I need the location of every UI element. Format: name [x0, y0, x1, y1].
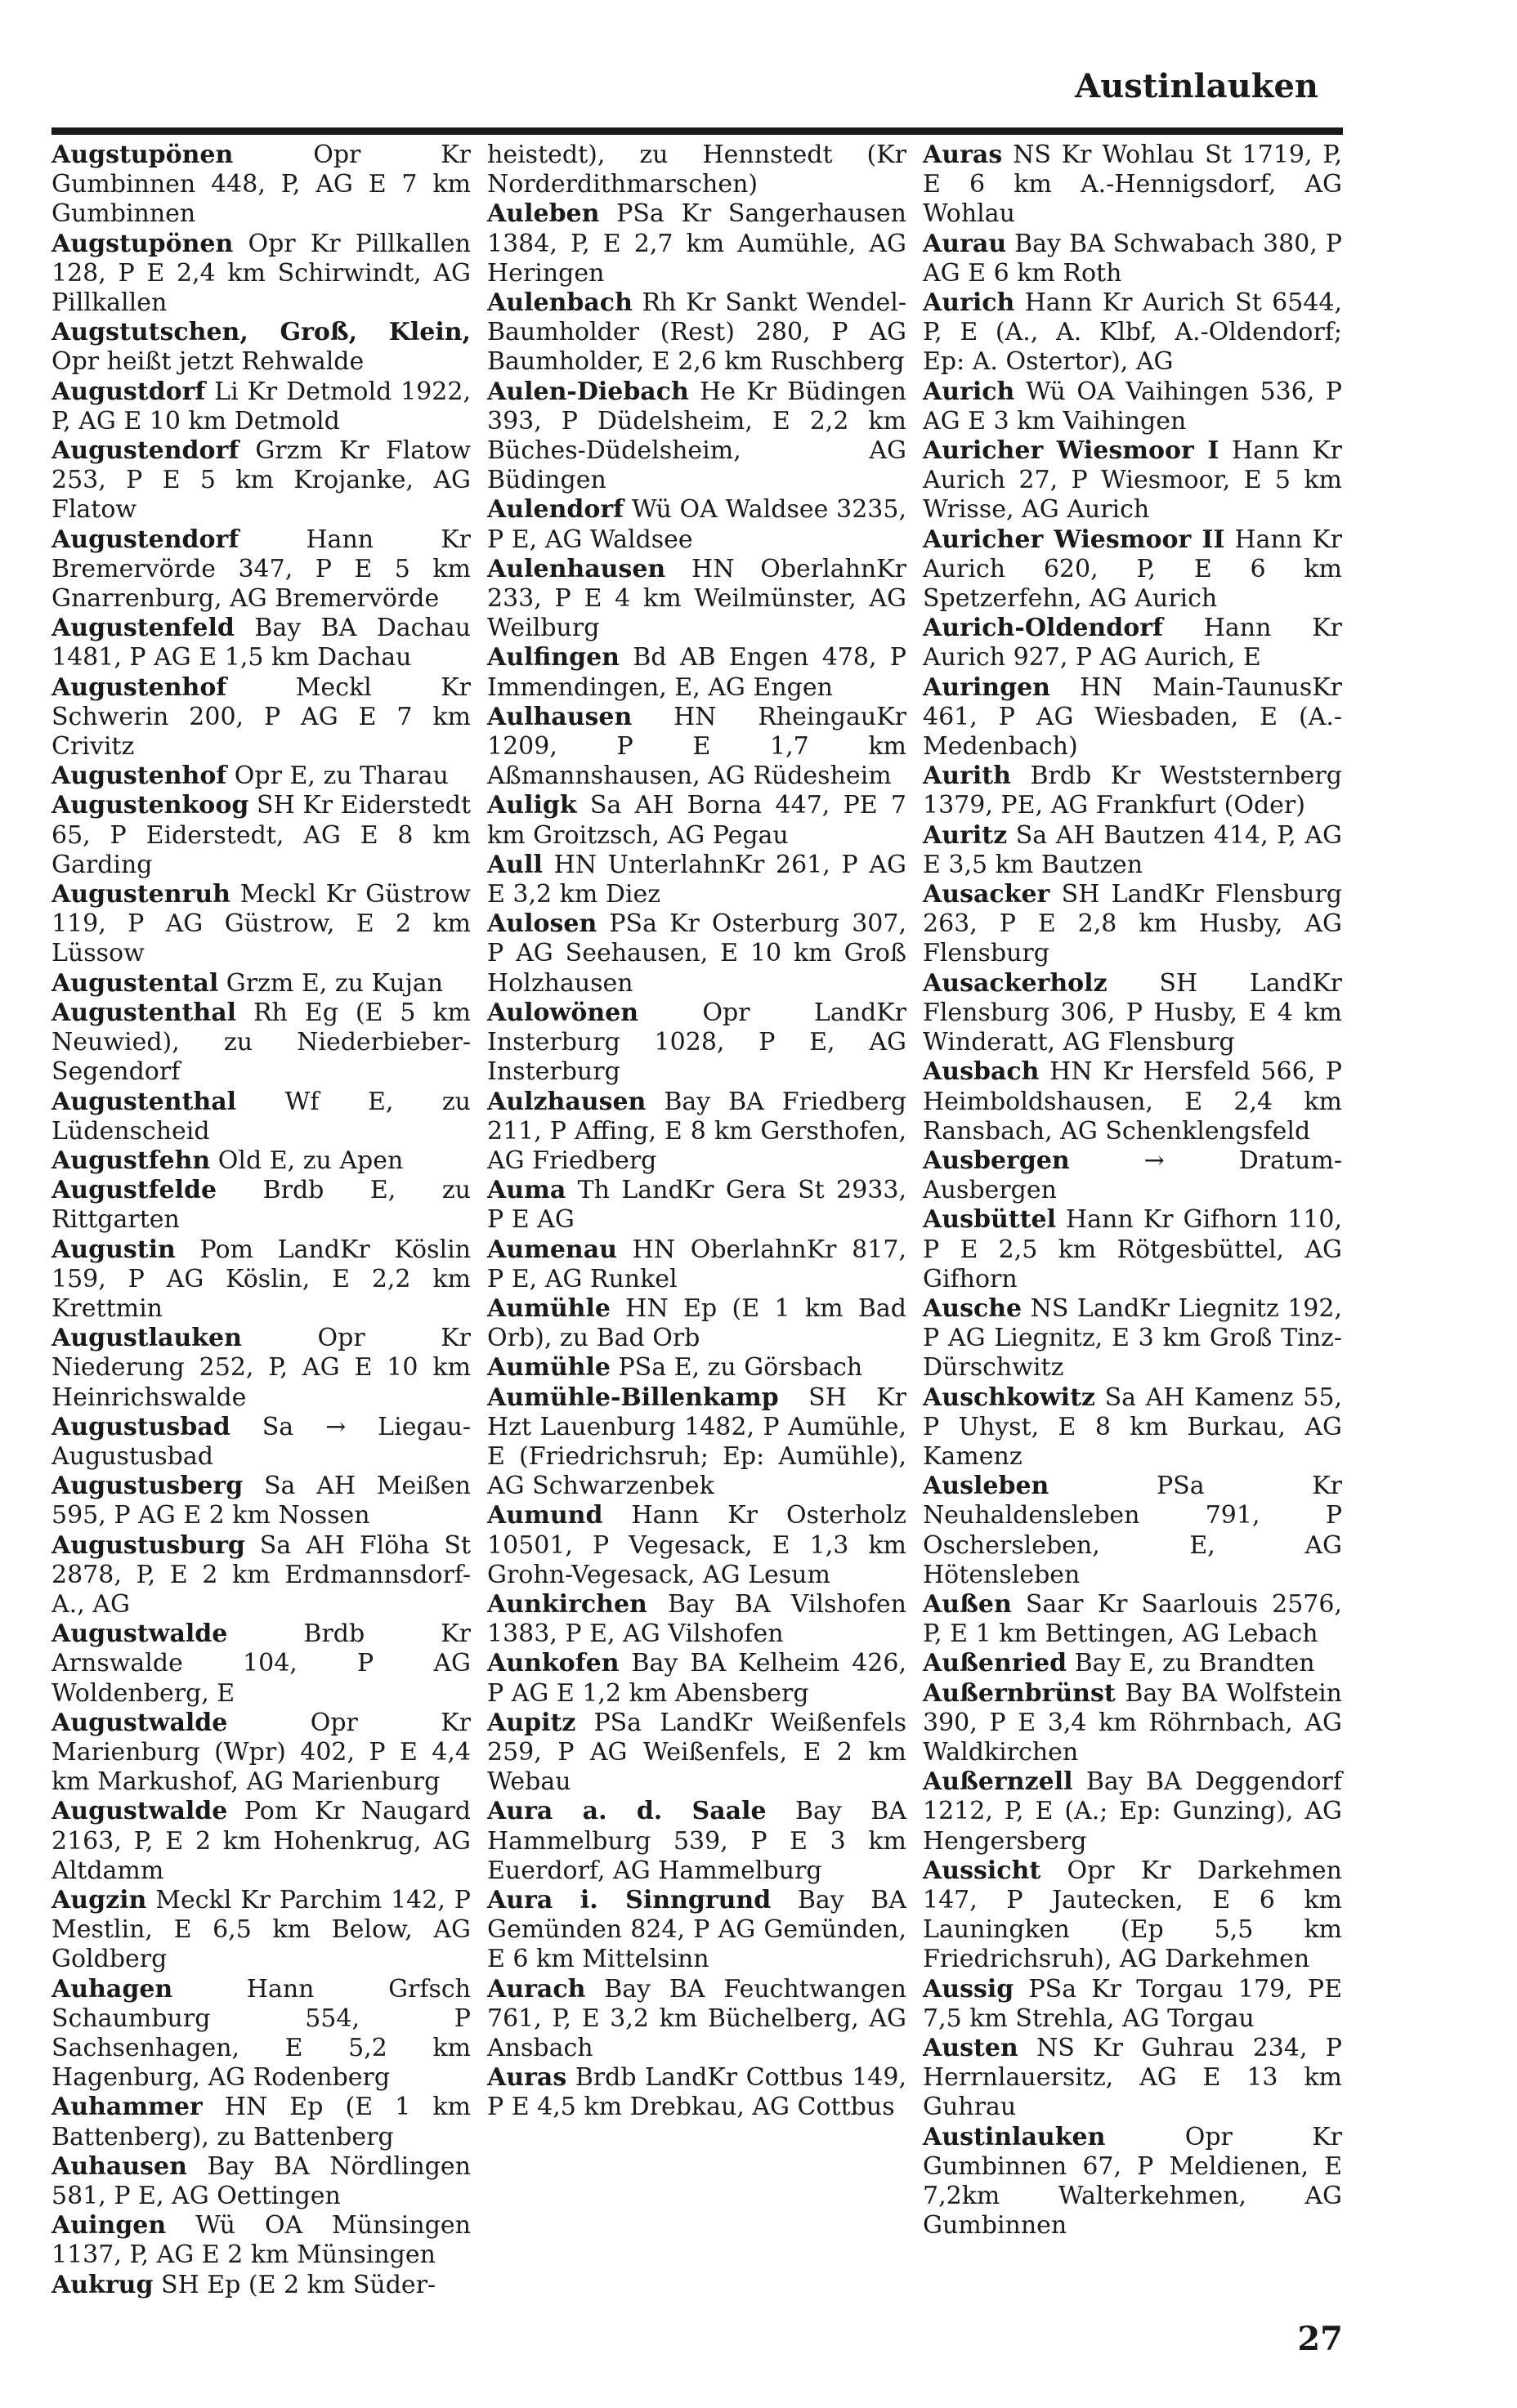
entry-details: Opr LandKr Insterburg 1028, P E, AG Insterburg [487, 998, 906, 1087]
entry-place-name: Auingen [51, 2211, 167, 2240]
entry-details: Old E, zu Apen [217, 1146, 404, 1175]
entry-details: SH Kr Hzt Lauenburg 1482, P Aumühle, E (Friedrichsruh; Ep: Aumühle), AG Schwarzenbek [487, 1383, 906, 1501]
gazetteer-entry [923, 821, 1342, 880]
gazetteer-entry [923, 1057, 1342, 1146]
entry-details: Bay BA Dachau 1481, P AG E 1,5 km Dachau [51, 614, 471, 672]
gazetteer-entry [51, 1413, 471, 1472]
entry-place-name: Aurach [487, 1974, 586, 2004]
running-head: Austinlauken [1075, 67, 1318, 105]
entry-details: Sa → Liegau-Augustusbad [51, 1412, 471, 1471]
entry-details: Rh Eg (E 5 km Neuwied), zu Niederbieber-Segendorf [51, 998, 471, 1087]
gazetteer-entry [923, 1590, 1342, 1649]
entry-details: Meckl Kr Schwerin 200, P AG E 7 km Crivitz [51, 672, 471, 762]
gazetteer-entry [923, 880, 1342, 969]
entry-place-name: Augstupönen [51, 141, 234, 169]
gazetteer-entry [51, 525, 471, 614]
entry-details: PSa Kr Neuhaldensleben 791, P Oschersleben, E, AG Hötensleben [923, 1472, 1342, 1589]
entry-details: HN Kr Hersfeld 566, P Heimboldshausen, E 2,4 km Ransbach, AG Schenklengsfeld [923, 1057, 1342, 1146]
gazetteer-entry [51, 2093, 471, 2151]
gazetteer-entry [923, 1856, 1342, 1975]
gazetteer-entry [51, 880, 471, 969]
gazetteer-entry [51, 1886, 471, 1975]
entry-place-name: Außernbrünst [923, 1678, 1116, 1708]
entry-details: Brdb LandKr Cottbus 149, P E 4,5 km Drebkau, AG Cottbus [487, 2063, 906, 2122]
entry-details: HN UnterlahnKr 261, P AG E 3,2 km Diez [487, 850, 906, 909]
gazetteer-entry [487, 791, 906, 850]
gazetteer-entry [51, 1619, 471, 1709]
gazetteer-entry [487, 1088, 906, 1177]
gazetteer-entry [51, 318, 471, 377]
page-number: 27 [1297, 2319, 1343, 2358]
entry-place-name: Aumühle [487, 1353, 611, 1383]
entry-details: Opr Kr Darkehmen 147, P Jautecken, E 6 km Launingken (Ep 5,5 km Friedrichsruh), AG Darkehmen [923, 1856, 1342, 1974]
gazetteer-entry [487, 909, 906, 998]
entry-details: Opr E, zu Tharau [234, 762, 449, 791]
entry-place-name: Außenried [923, 1649, 1067, 1678]
column-2 [487, 141, 906, 2123]
entry-details: Hann Kr Gifhorn 110, P E 2,5 km Rötgesbüttel, AG Gifhorn [923, 1205, 1342, 1293]
entry-details: PSa LandKr Weißenfels 259, P AG Weißenfels, E 2 km Webau [487, 1708, 906, 1797]
gazetteer-entry [487, 141, 906, 199]
gazetteer-entry [487, 1235, 906, 1294]
entry-details: NS LandKr Liegnitz 192, P AG Liegnitz, E 3 km Groß Tinz-Dürschwitz [923, 1293, 1342, 1383]
entry-place-name: Augustenkoog [51, 791, 249, 820]
column-1 [51, 141, 471, 2300]
entry-place-name: Auringen [923, 672, 1050, 702]
entry-place-name: Augstutschen, Groß, Klein, [51, 318, 471, 347]
gazetteer-entry [51, 141, 471, 230]
entry-place-name: Ausche [923, 1293, 1023, 1323]
gazetteer-entry [487, 1886, 906, 1975]
entry-place-name: Ausbergen [923, 1146, 1070, 1175]
entry-place-name: Aulen-Diebach [487, 377, 689, 406]
entry-details: Bay BA Gemünden 824, P AG Gemünden, E 6 km Mittelsinn [487, 1885, 906, 1974]
entry-place-name: Aussicht [923, 1856, 1041, 1885]
entry-details: Sa AH Flöha St 2878, P, E 2 km Erdmannsdorf-A., AG [51, 1530, 471, 1619]
entry-place-name: Aunkofen [487, 1649, 620, 1678]
entry-place-name: Augustfehn [51, 1146, 211, 1175]
gazetteer-entry [51, 2271, 471, 2300]
entry-details: Opr Kr Pillkallen 128, P E 2,4 km Schirwindt, AG Pillkallen [51, 229, 471, 318]
entry-details: HN OberlahnKr 233, P E 4 km Weilmünster, AG Weilburg [487, 554, 906, 643]
gazetteer-entry [923, 1472, 1342, 1590]
entry-place-name: Aumühle-Billenkamp [487, 1383, 779, 1412]
entry-details: Li Kr Detmold 1922, P, AG E 10 km Detmold [51, 377, 471, 436]
entry-place-name: Außen [923, 1589, 1012, 1619]
entry-details: Opr Kr Marienburg (Wpr) 402, P E 4,4 km Markushof, AG Marienburg [51, 1708, 471, 1797]
entry-details: HN Ep (E 1 km Bad Orb), zu Bad Orb [487, 1293, 906, 1353]
entry-place-name: Augustfelde [51, 1176, 217, 1205]
entry-details: Sa AH Meißen 595, P AG E 2 km Nossen [51, 1472, 471, 1530]
entry-details: Bay BA Feuchtwangen 761, P, E 3,2 km Büchelberg, AG Ansbach [487, 1974, 906, 2062]
entry-details: HN Ep (E 1 km Battenberg), zu Battenberg [51, 2093, 471, 2151]
gazetteer-entry [51, 1797, 471, 1886]
entry-details: Sa AH Kamenz 55, P Uhyst, E 8 km Burkau, AG Kamenz [923, 1383, 1342, 1471]
entry-place-name: Aumund [487, 1501, 603, 1530]
entry-details: Wü OA Vaihingen 536, P AG E 3 km Vaihingen [923, 377, 1342, 436]
gazetteer-entry [51, 1146, 471, 1176]
entry-place-name: Ausacker [923, 880, 1050, 909]
entry-details: Pom LandKr Köslin 159, P AG Köslin, E 2,2 km Krettmin [51, 1235, 471, 1323]
gazetteer-entry [51, 1235, 471, 1325]
gazetteer-entry [923, 378, 1342, 436]
header-rule [51, 127, 1343, 135]
entry-place-name: Aulendorf [487, 495, 624, 525]
entry-place-name: Auligk [487, 791, 577, 820]
entry-details: Bay BA Deggendorf 1212, P, E (A.; Ep: Gunzing), AG Hengersberg [923, 1767, 1342, 1856]
gazetteer-entry [923, 762, 1342, 820]
entry-place-name: Auhausen [51, 2151, 187, 2181]
gazetteer-entry [923, 2034, 1342, 2123]
gazetteer-entry [923, 2123, 1342, 2241]
gazetteer-entry [487, 1797, 906, 1886]
entry-details: Wf E, zu Lüdenscheid [51, 1087, 471, 1146]
gazetteer-entry [487, 288, 906, 378]
entry-details: Bay BA Vilshofen 1383, P E, AG Vilshofen [487, 1589, 906, 1649]
entry-place-name: Augustenhof [51, 672, 227, 702]
gazetteer-entry [923, 436, 1342, 525]
entry-details: Wü OA Münsingen 1137, P, AG E 2 km Münsingen [51, 2211, 471, 2270]
entry-details: Grzm Kr Flatow 253, P E 5 km Krojanke, AG Flatow [51, 436, 471, 525]
entry-place-name: Außernzell [923, 1767, 1073, 1797]
entry-details: Opr heißt jetzt Rehwalde [51, 347, 365, 377]
entry-place-name: Auma [487, 1176, 566, 1205]
gazetteer-entry [51, 230, 471, 319]
gazetteer-entry [923, 1767, 1342, 1856]
entry-details: SH Kr Eiderstedt 65, P Eiderstedt, AG E 8 km Garding [51, 791, 471, 879]
entry-details: Wü OA Waldsee 3235, P E, AG Waldsee [487, 495, 906, 554]
entry-details: Bd AB Engen 478, P Immendingen, E, AG Engen [487, 643, 906, 702]
gazetteer-entry [487, 2063, 906, 2122]
gazetteer-entry [51, 1324, 471, 1413]
entry-details: NS Kr Wohlau St 1719, P, E 6 km A.-Hennigsdorf, AG Wohlau [923, 141, 1342, 229]
gazetteer-entry [923, 1294, 1342, 1383]
entry-details: → Dratum-Ausbergen [923, 1146, 1342, 1205]
entry-place-name: Aussig [923, 1974, 1014, 2004]
entry-place-name: Aulowönen [487, 998, 639, 1027]
entry-place-name: Augustusburg [51, 1530, 245, 1560]
entry-details: Hann Kr Aurich 27, P Wiesmoor, E 5 km Wrisse, AG Aurich [923, 436, 1342, 525]
entry-place-name: Aukrug [51, 2270, 154, 2299]
entry-details: Brdb E, zu Rittgarten [51, 1176, 471, 1235]
gazetteer-entry [487, 1294, 906, 1353]
gazetteer-entry [487, 998, 906, 1088]
entry-details: PSa Kr Osterburg 307, P AG Seehausen, E 10 km Groß Holzhausen [487, 909, 906, 998]
entry-place-name: Auhammer [51, 2093, 203, 2122]
gazetteer-entry [487, 495, 906, 554]
entry-place-name: Auras [487, 2063, 567, 2093]
entry-details: Rh Kr Sankt Wendel-Baumholder (Rest) 280, P AG Baumholder, E 2,6 km Ruschberg [487, 288, 906, 377]
entry-details: NS Kr Guhrau 234, P Herrnlauersitz, AG E 13 km Guhrau [923, 2034, 1342, 2122]
entry-details: Bay BA Nördlingen 581, P E, AG Oettingen [51, 2151, 471, 2211]
gazetteer-entry [51, 762, 471, 791]
columns [51, 141, 1343, 2300]
entry-place-name: Augustenthal [51, 1087, 237, 1116]
entry-details: heistedt), zu Hennstedt (Kr Norderdithmarschen) [487, 141, 906, 199]
gazetteer-entry [923, 614, 1342, 672]
entry-details: SH LandKr Flensburg 306, P Husby, E 4 km Winderatt, AG Flensburg [923, 968, 1342, 1057]
entry-details: Hann Kr Bremervörde 347, P E 5 km Gnarrenburg, AG Bremervörde [51, 525, 471, 614]
entry-details: Hann Kr Aurich 620, P, E 6 km Spetzerfehn, AG Aurich [923, 525, 1342, 614]
entry-place-name: Aurith [923, 762, 1011, 791]
entry-place-name: Auhagen [51, 1974, 173, 2004]
entry-details: Opr Kr Gumbinnen 67, P Meldienen, E 7,2km Walterkehmen, AG Gumbinnen [923, 2122, 1342, 2240]
gazetteer-entry [51, 791, 471, 880]
gazetteer-entry [487, 1975, 906, 2064]
entry-place-name: Aurau [923, 229, 1007, 258]
entry-details: Pom Kr Naugard 2163, P, E 2 km Hohenkrug, AG Altdamm [51, 1797, 471, 1885]
gazetteer-entry [487, 1649, 906, 1708]
gazetteer-entry [923, 230, 1342, 288]
column-3 [923, 141, 1342, 2240]
entry-place-name: Aull [487, 850, 543, 879]
gazetteer-entry [923, 673, 1342, 762]
entry-details: Hann Grfsch Schaumburg 554, P Sachsenhagen, E 5,2 km Hagenburg, AG Rodenberg [51, 1974, 471, 2093]
entry-place-name: Augustusbad [51, 1412, 230, 1441]
entry-place-name: Aurich-Oldendorf [923, 614, 1163, 643]
gazetteer-entry [487, 1501, 906, 1590]
entry-details: PSa E, zu Görsbach [618, 1353, 863, 1383]
gazetteer-entry [487, 1383, 906, 1502]
entry-details: Meckl Kr Güstrow 119, P AG Güstrow, E 2 km Lüssow [51, 880, 471, 968]
entry-details: Hann Kr Aurich St 6544, P, E (A., A. Klbf, A.-Oldendorf; Ep: A. Ostertor), AG [923, 288, 1342, 377]
gazetteer-entry [487, 1709, 906, 1798]
entry-details: PSa Kr Torgau 179, PE 7,5 km Strehla, AG Torgau [923, 1974, 1342, 2033]
entry-details: HN Main-TaunusKr 461, P AG Wiesbaden, E (A.-Medenbach) [923, 672, 1342, 762]
entry-place-name: Austinlauken [923, 2122, 1106, 2151]
entry-place-name: Augstupönen [51, 229, 234, 258]
gazetteer-entry [923, 1205, 1342, 1294]
entry-details: Bay BA Schwabach 380, P AG E 6 km Roth [923, 229, 1342, 288]
entry-details: Sa AH Borna 447, PE 7 km Groitzsch, AG Pegau [487, 791, 906, 850]
entry-details: HN RheingauKr 1209, P E 1,7 km Aßmannshausen, AG Rüdesheim [487, 702, 906, 791]
entry-place-name: Aulhausen [487, 702, 633, 731]
gazetteer-entry [923, 1146, 1342, 1205]
entry-details: Sa AH Bautzen 414, P, AG E 3,5 km Bautzen [923, 820, 1342, 879]
entry-place-name: Auras [923, 141, 1003, 169]
entry-details: Opr Kr Niederung 252, P, AG E 10 km Heinrichswalde [51, 1324, 471, 1412]
gazetteer-entry [51, 436, 471, 525]
entry-place-name: Aumühle [487, 1293, 611, 1323]
entry-place-name: Augustenthal [51, 998, 237, 1027]
gazetteer-entry [923, 1975, 1342, 2034]
gazetteer-entry [51, 998, 471, 1088]
gazetteer-entry [51, 969, 471, 998]
entry-place-name: Augustwalde [51, 1797, 228, 1826]
entry-details: Bay BA Wolfstein 390, P E 3,4 km Röhrnbach, AG Waldkirchen [923, 1678, 1342, 1767]
entry-place-name: Aunkirchen [487, 1589, 647, 1619]
entry-place-name: Aupitz [487, 1708, 576, 1737]
entry-place-name: Augustwalde [51, 1619, 228, 1649]
gazetteer-entry [51, 614, 471, 672]
entry-place-name: Aurich [923, 377, 1015, 406]
gazetteer-entry [923, 1649, 1342, 1678]
gazetteer-entry [487, 703, 906, 792]
entry-details: Bay BA Kelheim 426, P AG E 1,2 km Abensberg [487, 1649, 906, 1708]
entry-details: Th LandKr Gera St 2933, P E AG [487, 1176, 906, 1235]
entry-place-name: Augustwalde [51, 1708, 228, 1737]
entry-place-name: Ausleben [923, 1472, 1049, 1501]
entry-place-name: Auritz [923, 820, 1008, 850]
gazetteer-entry [487, 1590, 906, 1649]
entry-place-name: Aulenhausen [487, 554, 666, 583]
entry-details: Saar Kr Saarlouis 2576, P, E 1 km Bettingen, AG Lebach [923, 1589, 1342, 1649]
entry-details: Bay BA Friedberg 211, P Affing, E 8 km Gersthofen, AG Friedberg [487, 1087, 906, 1175]
entry-details: Grzm E, zu Kujan [226, 968, 444, 998]
gazetteer-entry [923, 141, 1342, 230]
entry-place-name: Augustin [51, 1235, 176, 1264]
gazetteer-entry [487, 378, 906, 496]
entry-place-name: Auschkowitz [923, 1383, 1095, 1412]
gazetteer-entry [51, 378, 471, 436]
entry-details: He Kr Büdingen 393, P Düdelsheim, E 2,2 km Büches-Düdelsheim, AG Büdingen [487, 377, 906, 495]
gazetteer-entry [487, 555, 906, 644]
entry-place-name: Aulzhausen [487, 1087, 647, 1116]
entry-details: Bay E, zu Brandten [1074, 1649, 1315, 1678]
entry-place-name: Auleben [487, 199, 600, 229]
entry-details: Brdb Kr Weststernberg 1379, PE, AG Frankfurt (Oder) [923, 762, 1342, 820]
gazetteer-entry [51, 1975, 471, 2093]
gazetteer-entry [923, 288, 1342, 378]
gazetteer-entry [487, 1176, 906, 1235]
entry-place-name: Aulfingen [487, 643, 620, 672]
entry-details: HN OberlahnKr 817, P E, AG Runkel [487, 1235, 906, 1293]
gazetteer-entry [51, 1176, 471, 1235]
gazetteer-entry [923, 525, 1342, 614]
entry-details: Meckl Kr Parchim 142, P Mestlin, E 6,5 km Below, AG Goldberg [51, 1885, 471, 1974]
entry-details: Brdb Kr Arnswalde 104, P AG Woldenberg, E [51, 1619, 471, 1708]
entry-place-name: Ausbüttel [923, 1205, 1056, 1235]
entry-place-name: Augustdorf [51, 377, 206, 406]
gazetteer-entry [923, 1679, 1342, 1768]
entry-place-name: Aura i. Sinngrund [487, 1885, 772, 1914]
entry-place-name: Aumenau [487, 1235, 617, 1264]
entry-place-name: Aulosen [487, 909, 597, 939]
entry-place-name: Austen [923, 2034, 1018, 2062]
entry-place-name: Augustendorf [51, 436, 239, 466]
entry-place-name: Ausackerholz [923, 968, 1108, 998]
entry-place-name: Augustusberg [51, 1472, 244, 1501]
gazetteer-entry [51, 1088, 471, 1146]
gazetteer-entry [487, 851, 906, 909]
gazetteer-entry [51, 1709, 471, 1798]
entry-place-name: Aura a. d. Saale [487, 1797, 767, 1826]
entry-place-name: Augzin [51, 1885, 147, 1914]
entry-place-name: Aulenbach [487, 288, 633, 318]
gazetteer-entry [487, 199, 906, 288]
entry-details: Hann Kr Aurich 927, P AG Aurich, E [923, 614, 1342, 672]
entry-place-name: Augustenhof [51, 762, 227, 791]
entry-place-name: Augustendorf [51, 525, 239, 554]
entry-place-name: Augustenfeld [51, 614, 235, 643]
entry-place-name: Augustlauken [51, 1324, 242, 1353]
entry-place-name: Auricher Wiesmoor I [923, 436, 1219, 466]
entry-details: SH LandKr Flensburg 263, P E 2,8 km Husby, AG Flensburg [923, 880, 1342, 968]
gazetteer-entry [51, 673, 471, 762]
entry-place-name: Augustental [51, 968, 219, 998]
entry-place-name: Auricher Wiesmoor II [923, 525, 1225, 554]
gazetteer-entry [487, 643, 906, 702]
gazetteer-entry [923, 969, 1342, 1058]
entry-details: Opr Kr Gumbinnen 448, P, AG E 7 km Gumbinnen [51, 141, 471, 229]
gazetteer-entry [51, 2152, 471, 2211]
gazetteer-entry [51, 1472, 471, 1530]
entry-details: PSa Kr Sangerhausen 1384, P, E 2,7 km Aumühle, AG Heringen [487, 199, 906, 288]
entry-details: Bay BA Hammelburg 539, P E 3 km Euerdorf, AG Hammelburg [487, 1797, 906, 1885]
gazetteer-entry [51, 1531, 471, 1620]
entry-details: Hann Kr Osterholz 10501, P Vegesack, E 1,3 km Grohn-Vegesack, AG Lesum [487, 1501, 906, 1589]
gazetteer-entry [487, 1353, 906, 1383]
entry-place-name: Aurich [923, 288, 1015, 318]
entry-place-name: Ausbach [923, 1057, 1040, 1087]
gazetteer-entry [923, 1383, 1342, 1472]
gazetteer-entry [51, 2211, 471, 2270]
entry-place-name: Augustenruh [51, 880, 230, 909]
entry-details: SH Ep (E 2 km Süder- [161, 2270, 436, 2299]
